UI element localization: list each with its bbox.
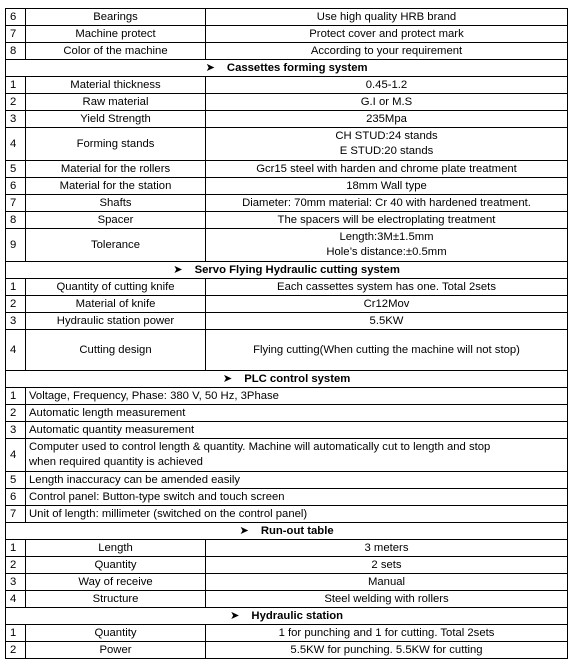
table-row — [6, 279, 568, 296]
plc-text: Automatic length measurement — [26, 405, 568, 422]
row-number: 7 — [6, 506, 26, 523]
item-spec: 5.5KW for punching. 5.5KW for cutting — [206, 642, 568, 659]
row-number: 3 — [6, 313, 26, 330]
item-label: Bearings — [26, 9, 206, 26]
item-label: Material for the station — [26, 178, 206, 195]
item-spec: Diameter: 70mm material: Cr 40 with hardened treatment. — [206, 195, 568, 212]
item-spec: Each cassettes system has one. Total 2sets — [206, 279, 568, 296]
section-title: Servo Flying Hydraulic cutting system — [194, 263, 400, 276]
plc-text: Voltage, Frequency, Phase: 380 V, 50 Hz, 3Phase — [26, 388, 568, 405]
row-number: 1 — [6, 388, 26, 405]
section-header-servo — [6, 262, 568, 279]
row-number: 2 — [6, 94, 26, 111]
section-title: Hydraulic station — [251, 609, 344, 622]
table-row — [6, 574, 568, 591]
table-row — [6, 212, 568, 229]
row-number: 7 — [6, 195, 26, 212]
item-label: Cutting design — [26, 330, 206, 371]
item-spec — [206, 229, 568, 262]
table-row — [6, 94, 568, 111]
section-title: PLC control system — [244, 372, 351, 385]
row-number: 6 — [6, 489, 26, 506]
item-label: Shafts — [26, 195, 206, 212]
plc-text — [26, 439, 568, 472]
item-spec: The spacers will be electroplating treatment — [206, 212, 568, 229]
arrowhead-icon: ➤ — [229, 609, 240, 622]
table-row — [6, 111, 568, 128]
row-number: 1 — [6, 540, 26, 557]
spec-line: Length:3M±1.5mm — [339, 231, 434, 243]
item-spec — [206, 128, 568, 161]
table-row — [6, 540, 568, 557]
row-number: 2 — [6, 296, 26, 313]
row-number: 6 — [6, 178, 26, 195]
item-label: Quantity — [26, 557, 206, 574]
item-spec: Use high quality HRB brand — [206, 9, 568, 26]
row-number: 2 — [6, 405, 26, 422]
table-row — [6, 9, 568, 26]
section-header-plc — [6, 371, 568, 388]
table-row — [6, 229, 568, 262]
row-number: 4 — [6, 330, 26, 371]
spec-line: Hole’s distance:±0.5mm — [326, 246, 447, 258]
table-row — [6, 506, 568, 523]
item-label: Yield Strength — [26, 111, 206, 128]
item-spec: Flying cutting(When cutting the machine will not stop) — [206, 330, 568, 371]
spec-line: CH STUD:24 stands — [335, 130, 438, 142]
section-header-runout — [6, 523, 568, 540]
item-label: Way of receive — [26, 574, 206, 591]
item-label: Material for the rollers — [26, 161, 206, 178]
item-label: Power — [26, 642, 206, 659]
table-row — [6, 489, 568, 506]
row-number: 8 — [6, 43, 26, 60]
item-spec: 5.5KW — [206, 313, 568, 330]
item-label: Color of the machine — [26, 43, 206, 60]
item-label: Structure — [26, 591, 206, 608]
arrowhead-icon: ➤ — [239, 524, 249, 537]
item-spec: 1 for punching and 1 for cutting. Total 2sets — [206, 625, 568, 642]
row-number: 5 — [6, 472, 26, 489]
table-row — [6, 625, 568, 642]
table-row — [6, 405, 568, 422]
item-label: Forming stands — [26, 128, 206, 161]
item-spec: 2 sets — [206, 557, 568, 574]
item-label: Quantity — [26, 625, 206, 642]
item-spec: Steel welding with rollers — [206, 591, 568, 608]
table-row — [6, 330, 568, 371]
item-label: Tolerance — [26, 229, 206, 262]
item-spec: According to your requirement — [206, 43, 568, 60]
row-number: 3 — [6, 111, 26, 128]
table-row — [6, 128, 568, 161]
row-number: 2 — [6, 642, 26, 659]
row-number: 7 — [6, 26, 26, 43]
row-number: 1 — [6, 625, 26, 642]
spec-sheet — [5, 8, 567, 659]
plc-text: Control panel: Button-type switch and touch screen — [26, 489, 568, 506]
row-number: 4 — [6, 128, 26, 161]
section-title: Run-out table — [260, 524, 334, 537]
table-row — [6, 472, 568, 489]
table-row — [6, 313, 568, 330]
section-header-hydraulic — [6, 608, 568, 625]
item-spec: Protect cover and protect mark — [206, 26, 568, 43]
table-row — [6, 591, 568, 608]
row-number: 4 — [6, 591, 26, 608]
arrowhead-icon: ➤ — [222, 372, 233, 385]
row-number: 3 — [6, 574, 26, 591]
table-row — [6, 388, 568, 405]
row-number: 2 — [6, 557, 26, 574]
row-number: 8 — [6, 212, 26, 229]
table-row — [6, 77, 568, 94]
item-spec: 18mm Wall type — [206, 178, 568, 195]
plc-text: Unit of length: millimeter (switched on the control panel) — [26, 506, 568, 523]
section-title: Cassettes forming system — [226, 61, 368, 74]
row-number: 3 — [6, 422, 26, 439]
item-spec: Gcr15 steel with harden and chrome plate treatment — [206, 161, 568, 178]
item-spec: Cr12Mov — [206, 296, 568, 313]
table-row — [6, 178, 568, 195]
item-label: Material of knife — [26, 296, 206, 313]
item-label: Hydraulic station power — [26, 313, 206, 330]
plc-text: Automatic quantity measurement — [26, 422, 568, 439]
table-row — [6, 43, 568, 60]
arrowhead-icon: ➤ — [173, 263, 183, 276]
plc-line: when required quantity is achieved — [29, 456, 203, 468]
row-number: 6 — [6, 9, 26, 26]
plc-line: Computer used to control length & quantity. Machine will automatically cut to length and stop — [29, 441, 491, 453]
table-row — [6, 557, 568, 574]
row-number: 9 — [6, 229, 26, 262]
row-number: 1 — [6, 279, 26, 296]
table-row — [6, 642, 568, 659]
spec-table — [5, 8, 568, 659]
item-label: Length — [26, 540, 206, 557]
table-row — [6, 422, 568, 439]
table-row — [6, 161, 568, 178]
item-spec: 235Mpa — [206, 111, 568, 128]
table-row — [6, 439, 568, 472]
item-label: Material thickness — [26, 77, 206, 94]
arrowhead-icon: ➤ — [205, 61, 215, 74]
section-header-cassettes — [6, 60, 568, 77]
table-row — [6, 195, 568, 212]
item-spec: G.I or M.S — [206, 94, 568, 111]
row-number: 4 — [6, 439, 26, 472]
item-spec: 3 meters — [206, 540, 568, 557]
item-label: Spacer — [26, 212, 206, 229]
spec-line: E STUD:20 stands — [339, 145, 434, 157]
row-number: 1 — [6, 77, 26, 94]
item-spec: 0.45-1.2 — [206, 77, 568, 94]
plc-text: Length inaccuracy can be amended easily — [26, 472, 568, 489]
table-row — [6, 26, 568, 43]
item-label: Raw material — [26, 94, 206, 111]
item-label: Quantity of cutting knife — [26, 279, 206, 296]
item-label: Machine protect — [26, 26, 206, 43]
row-number: 5 — [6, 161, 26, 178]
item-spec: Manual — [206, 574, 568, 591]
table-row — [6, 296, 568, 313]
